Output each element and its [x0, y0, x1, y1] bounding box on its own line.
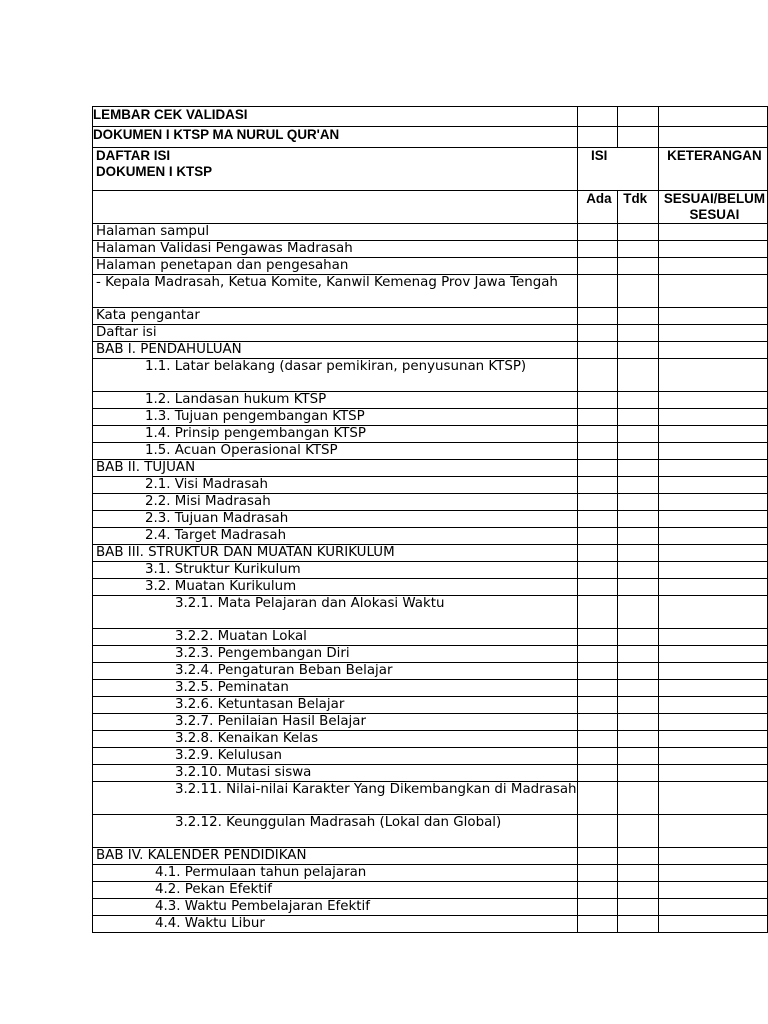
table-row	[93, 815, 768, 848]
table-row	[93, 663, 768, 680]
keterangan-cell[interactable]	[658, 899, 767, 916]
tdk-checkbox-cell[interactable]	[618, 848, 659, 865]
tdk-checkbox-cell[interactable]	[618, 765, 659, 782]
document-section-label: BAB I. PENDAHULUAN	[93, 342, 578, 359]
keterangan-cell[interactable]	[658, 342, 767, 359]
tdk-checkbox-cell[interactable]	[618, 748, 659, 765]
daftar-isi-label: DAFTAR ISI	[96, 148, 171, 163]
document-section-label: 1.4. Prinsip pengembangan KTSP	[93, 426, 578, 443]
ada-checkbox-cell[interactable]	[577, 342, 618, 359]
document-section-label: 3.2.9. Kelulusan	[93, 748, 578, 765]
table-row	[93, 392, 768, 409]
ada-checkbox-cell[interactable]	[577, 899, 618, 916]
daftar-isi-header	[93, 148, 578, 191]
ada-checkbox-cell[interactable]	[577, 443, 618, 460]
keterangan-cell[interactable]	[658, 528, 767, 545]
keterangan-cell[interactable]	[658, 392, 767, 409]
tdk-checkbox-cell[interactable]	[618, 865, 659, 882]
ada-checkbox-cell[interactable]	[577, 325, 618, 342]
keterangan-cell[interactable]	[658, 443, 767, 460]
keterangan-cell[interactable]	[658, 241, 767, 258]
keterangan-cell[interactable]	[658, 494, 767, 511]
table-row	[93, 680, 768, 697]
document-section-label: BAB II. TUJUAN	[93, 460, 578, 477]
document-section-label: - Kepala Madrasah, Ketua Komite, Kanwil Kemenag Prov Jawa Tengah	[93, 275, 578, 308]
tdk-checkbox-cell[interactable]	[618, 646, 659, 663]
ada-header: Ada	[577, 191, 618, 224]
document-section-label: 4.4. Waktu Libur	[93, 916, 578, 933]
tdk-checkbox-cell[interactable]	[618, 275, 659, 308]
empty-cell	[618, 127, 659, 148]
ada-checkbox-cell[interactable]	[577, 680, 618, 697]
header-row-columns	[93, 148, 768, 191]
ada-checkbox-cell[interactable]	[577, 477, 618, 494]
ada-checkbox-cell[interactable]	[577, 865, 618, 882]
keterangan-cell[interactable]	[658, 731, 767, 748]
table-row	[93, 748, 768, 765]
ada-checkbox-cell[interactable]	[577, 765, 618, 782]
document-section-label: Daftar isi	[93, 325, 578, 342]
table-row	[93, 460, 768, 477]
keterangan-cell[interactable]	[658, 865, 767, 882]
tdk-checkbox-cell[interactable]	[618, 697, 659, 714]
table-row	[93, 359, 768, 392]
keterangan-cell[interactable]	[658, 359, 767, 392]
tdk-checkbox-cell[interactable]	[618, 325, 659, 342]
table-row	[93, 308, 768, 325]
table-row	[93, 782, 768, 815]
ada-checkbox-cell[interactable]	[577, 308, 618, 325]
tdk-checkbox-cell[interactable]	[618, 629, 659, 646]
ada-checkbox-cell[interactable]	[577, 409, 618, 426]
document-section-label: 3.2.12. Keunggulan Madrasah (Lokal dan Global)	[93, 815, 578, 848]
ada-checkbox-cell[interactable]	[577, 782, 618, 815]
document-section-label: 3.2.11. Nilai-nilai Karakter Yang Dikembangkan di Madrasah	[93, 782, 578, 815]
ada-checkbox-cell[interactable]	[577, 579, 618, 596]
document-section-label: 2.1. Visi Madrasah	[93, 477, 578, 494]
tdk-checkbox-cell[interactable]	[618, 545, 659, 562]
ada-checkbox-cell[interactable]	[577, 596, 618, 629]
document-section-label: 3.2.2. Muatan Lokal	[93, 629, 578, 646]
keterangan-cell[interactable]	[658, 308, 767, 325]
ada-checkbox-cell[interactable]	[577, 916, 618, 933]
table-row	[93, 258, 768, 275]
ada-checkbox-cell[interactable]	[577, 392, 618, 409]
tdk-checkbox-cell[interactable]	[618, 460, 659, 477]
document-section-label: 4.2. Pekan Efektif	[93, 882, 578, 899]
isi-label: ISI	[590, 148, 608, 163]
tdk-checkbox-cell[interactable]	[618, 916, 659, 933]
keterangan-cell[interactable]	[658, 426, 767, 443]
keterangan-cell[interactable]	[658, 663, 767, 680]
keterangan-cell[interactable]	[658, 697, 767, 714]
tdk-checkbox-cell[interactable]	[618, 258, 659, 275]
ada-checkbox-cell[interactable]	[577, 562, 618, 579]
tdk-checkbox-cell[interactable]	[618, 224, 659, 241]
empty-cell	[658, 107, 767, 127]
ada-checkbox-cell[interactable]	[577, 848, 618, 865]
tdk-checkbox-cell[interactable]	[618, 663, 659, 680]
table-row	[93, 477, 768, 494]
tdk-checkbox-cell[interactable]	[618, 782, 659, 815]
table-row	[93, 629, 768, 646]
ada-checkbox-cell[interactable]	[577, 815, 618, 848]
tdk-checkbox-cell[interactable]	[618, 714, 659, 731]
document-section-label: 1.5. Acuan Operasional KTSP	[93, 443, 578, 460]
table-row	[93, 528, 768, 545]
keterangan-cell[interactable]	[658, 848, 767, 865]
ada-checkbox-cell[interactable]	[577, 224, 618, 241]
empty-cell	[93, 191, 578, 224]
sheet-title-line2: DOKUMEN I KTSP MA NURUL QUR'AN	[93, 127, 578, 148]
document-section-label: Halaman sampul	[93, 224, 578, 241]
table-row	[93, 275, 768, 308]
keterangan-cell[interactable]	[658, 646, 767, 663]
ada-checkbox-cell[interactable]	[577, 258, 618, 275]
keterangan-cell[interactable]	[658, 562, 767, 579]
document-section-label: 2.4. Target Madrasah	[93, 528, 578, 545]
tdk-checkbox-cell[interactable]	[618, 815, 659, 848]
table-row	[93, 511, 768, 528]
keterangan-cell[interactable]	[658, 460, 767, 477]
table-row	[93, 596, 768, 629]
sesuai-label-2: SESUAI	[689, 207, 740, 222]
isi-header	[577, 148, 618, 191]
validation-checklist-table	[92, 106, 768, 933]
keterangan-cell[interactable]	[658, 765, 767, 782]
keterangan-cell[interactable]	[658, 596, 767, 629]
keterangan-cell[interactable]	[658, 511, 767, 528]
tdk-checkbox-cell[interactable]	[618, 241, 659, 258]
document-section-label: 3.2.3. Pengembangan Diri	[93, 646, 578, 663]
table-row	[93, 865, 768, 882]
document-section-label: 3.2.8. Kenaikan Kelas	[93, 731, 578, 748]
tdk-checkbox-cell[interactable]	[618, 899, 659, 916]
keterangan-cell[interactable]	[658, 882, 767, 899]
document-section-label: BAB III. STRUKTUR DAN MUATAN KURIKULUM	[93, 545, 578, 562]
ada-checkbox-cell[interactable]	[577, 545, 618, 562]
keterangan-cell[interactable]	[658, 477, 767, 494]
keterangan-cell[interactable]	[658, 545, 767, 562]
ada-checkbox-cell[interactable]	[577, 882, 618, 899]
keterangan-cell[interactable]	[658, 748, 767, 765]
table-row	[93, 562, 768, 579]
tdk-checkbox-cell[interactable]	[618, 511, 659, 528]
tdk-checkbox-cell[interactable]	[618, 426, 659, 443]
document-section-label: 3.1. Struktur Kurikulum	[93, 562, 578, 579]
table-row	[93, 409, 768, 426]
keterangan-cell[interactable]	[658, 714, 767, 731]
document-section-label: 1.2. Landasan hukum KTSP	[93, 392, 578, 409]
ada-checkbox-cell[interactable]	[577, 748, 618, 765]
keterangan-cell[interactable]	[658, 629, 767, 646]
document-section-label: 3.2. Muatan Kurikulum	[93, 579, 578, 596]
ada-checkbox-cell[interactable]	[577, 714, 618, 731]
document-section-label: 4.3. Waktu Pembelajaran Efektif	[93, 899, 578, 916]
tdk-checkbox-cell[interactable]	[618, 596, 659, 629]
tdk-checkbox-cell[interactable]	[618, 392, 659, 409]
document-section-label: 2.2. Misi Madrasah	[93, 494, 578, 511]
empty-cell	[658, 127, 767, 148]
tdk-checkbox-cell[interactable]	[618, 443, 659, 460]
document-section-label: 3.2.10. Mutasi siswa	[93, 765, 578, 782]
table-row	[93, 325, 768, 342]
keterangan-cell[interactable]	[658, 224, 767, 241]
table-row	[93, 899, 768, 916]
header-row-title	[93, 107, 768, 127]
tdk-checkbox-cell[interactable]	[618, 477, 659, 494]
document-section-label: 3.2.4. Pengaturan Beban Belajar	[93, 663, 578, 680]
ada-checkbox-cell[interactable]	[577, 275, 618, 308]
empty-cell	[577, 107, 618, 127]
tdk-checkbox-cell[interactable]	[618, 359, 659, 392]
document-section-label: 4.1. Permulaan tahun pelajaran	[93, 865, 578, 882]
table-row	[93, 426, 768, 443]
keterangan-cell[interactable]	[658, 275, 767, 308]
keterangan-cell[interactable]	[658, 782, 767, 815]
empty-cell	[577, 127, 618, 148]
keterangan-cell[interactable]	[658, 680, 767, 697]
table-row	[93, 731, 768, 748]
keterangan-cell[interactable]	[658, 409, 767, 426]
ada-checkbox-cell[interactable]	[577, 359, 618, 392]
table-row	[93, 241, 768, 258]
table-row	[93, 916, 768, 933]
keterangan-header: KETERANGAN	[658, 148, 767, 191]
header-row-sub	[93, 191, 768, 224]
tdk-checkbox-cell[interactable]	[618, 528, 659, 545]
document-section-label: Halaman penetapan dan pengesahan	[93, 258, 578, 275]
ada-checkbox-cell[interactable]	[577, 241, 618, 258]
table-row	[93, 882, 768, 899]
keterangan-cell[interactable]	[658, 815, 767, 848]
table-row	[93, 765, 768, 782]
table-row	[93, 342, 768, 359]
empty-cell	[618, 107, 659, 127]
ada-checkbox-cell[interactable]	[577, 494, 618, 511]
tdk-checkbox-cell[interactable]	[618, 579, 659, 596]
document-section-label: 1.3. Tujuan pengembangan KTSP	[93, 409, 578, 426]
sheet-title-line1: LEMBAR CEK VALIDASI	[93, 107, 578, 127]
ada-checkbox-cell[interactable]	[577, 511, 618, 528]
document-section-label: 3.2.7. Penilaian Hasil Belajar	[93, 714, 578, 731]
ada-checkbox-cell[interactable]	[577, 731, 618, 748]
table-row	[93, 646, 768, 663]
keterangan-cell[interactable]	[658, 325, 767, 342]
table-row	[93, 494, 768, 511]
document-section-label: 3.2.5. Peminatan	[93, 680, 578, 697]
dokumen-label: DOKUMEN I KTSP	[96, 164, 213, 179]
header-row-subtitle	[93, 127, 768, 148]
isi-header-spacer	[618, 148, 659, 191]
sesuai-header	[658, 191, 767, 224]
ada-checkbox-cell[interactable]	[577, 426, 618, 443]
table-row	[93, 224, 768, 241]
tdk-checkbox-cell[interactable]	[618, 494, 659, 511]
tdk-checkbox-cell[interactable]	[618, 882, 659, 899]
tdk-checkbox-cell[interactable]	[618, 308, 659, 325]
ada-checkbox-cell[interactable]	[577, 528, 618, 545]
ada-checkbox-cell[interactable]	[577, 460, 618, 477]
document-section-label: 2.3. Tujuan Madrasah	[93, 511, 578, 528]
tdk-checkbox-cell[interactable]	[618, 562, 659, 579]
ada-checkbox-cell[interactable]	[577, 697, 618, 714]
tdk-checkbox-cell[interactable]	[618, 409, 659, 426]
document-section-label: Halaman Validasi Pengawas Madrasah	[93, 241, 578, 258]
keterangan-cell[interactable]	[658, 579, 767, 596]
sesuai-label-1: SESUAI/BELUM	[663, 191, 765, 206]
tdk-checkbox-cell[interactable]	[618, 680, 659, 697]
tdk-checkbox-cell[interactable]	[618, 342, 659, 359]
table-row	[93, 697, 768, 714]
keterangan-cell[interactable]	[658, 258, 767, 275]
table-row	[93, 443, 768, 460]
document-section-label: 3.2.1. Mata Pelajaran dan Alokasi Waktu	[93, 596, 578, 629]
document-section-label: BAB IV. KALENDER PENDIDIKAN	[93, 848, 578, 865]
ada-checkbox-cell[interactable]	[577, 629, 618, 646]
table-row	[93, 579, 768, 596]
ada-checkbox-cell[interactable]	[577, 646, 618, 663]
document-section-label: Kata pengantar	[93, 308, 578, 325]
ada-checkbox-cell[interactable]	[577, 663, 618, 680]
tdk-checkbox-cell[interactable]	[618, 731, 659, 748]
tdk-header: Tdk	[618, 191, 659, 224]
table-row	[93, 714, 768, 731]
document-section-label: 3.2.6. Ketuntasan Belajar	[93, 697, 578, 714]
keterangan-cell[interactable]	[658, 916, 767, 933]
table-row	[93, 545, 768, 562]
document-section-label: 1.1. Latar belakang (dasar pemikiran, penyusunan KTSP)	[93, 359, 578, 392]
table-row	[93, 848, 768, 865]
